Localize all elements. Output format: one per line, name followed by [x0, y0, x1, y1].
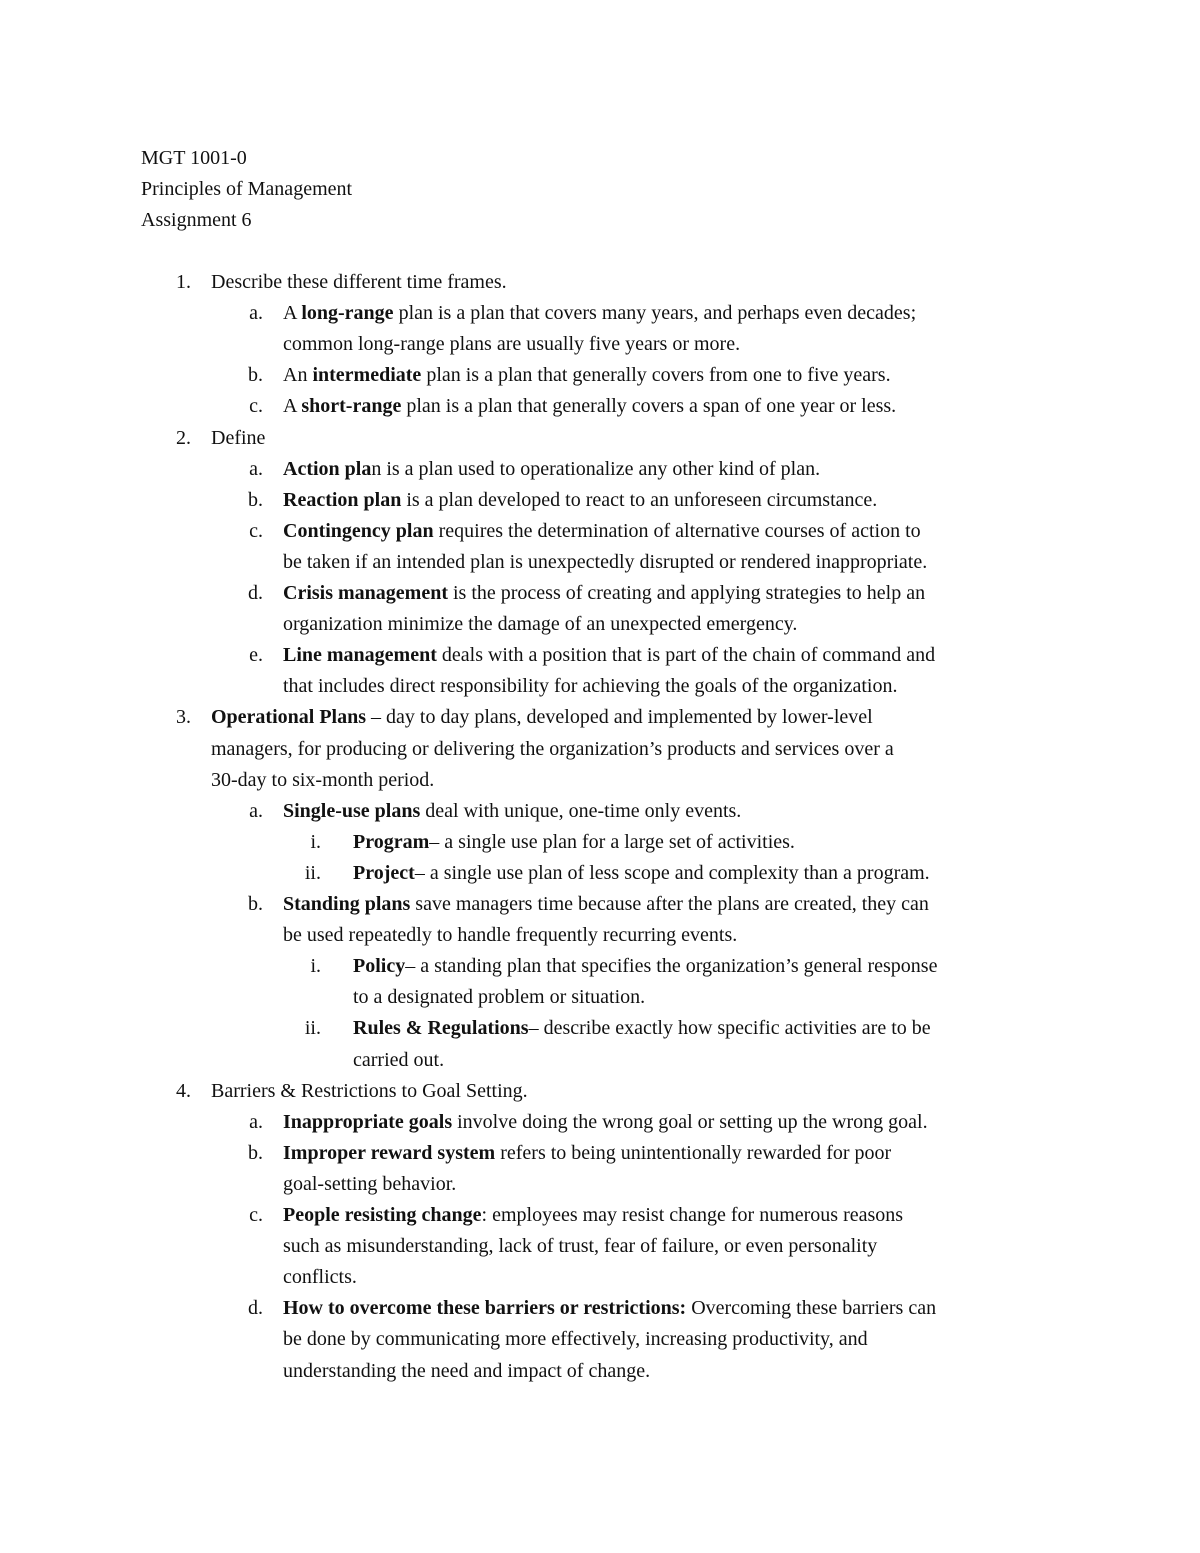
sub-item-text	[283, 457, 820, 481]
text-run: be used repeatedly to handle frequently recurring events.	[283, 924, 738, 946]
text-run: – describe exactly how specific activities are to be	[528, 1017, 931, 1039]
sub-item-text	[283, 643, 935, 667]
text-run: An	[283, 364, 313, 386]
text-run: to a designated problem or situation.	[353, 986, 646, 1008]
text-run: Overcoming these barriers can	[686, 1297, 937, 1319]
sub-item-number: e.	[249, 644, 263, 666]
sub-item-text	[283, 1359, 650, 1383]
sub-item-text	[283, 612, 797, 636]
question-text	[211, 737, 894, 761]
text-run: goal-setting behavior.	[283, 1173, 457, 1195]
bold-term: Crisis management	[283, 582, 448, 604]
sub-item-text	[283, 799, 741, 823]
bold-term: short-range	[301, 395, 402, 417]
sub-sub-item-text	[353, 830, 795, 854]
sub-sub-item-text	[353, 861, 930, 885]
bold-term: Line management	[283, 644, 437, 666]
bold-term: Contingency plan	[283, 520, 434, 542]
text-run: Barriers & Restrictions to Goal Setting.	[211, 1080, 528, 1102]
bold-term: Reaction plan	[283, 489, 402, 511]
text-run: – a single use plan for a large set of activities.	[429, 831, 795, 853]
text-run: requires the determination of alternative courses of action to	[433, 520, 921, 542]
sub-item-number: c.	[249, 520, 263, 542]
text-run: Define	[211, 427, 266, 449]
sub-item-number: b.	[248, 1142, 263, 1164]
course-name: Principles of Management	[141, 178, 353, 200]
sub-item-text	[283, 581, 925, 605]
bold-term: Project	[353, 862, 415, 884]
question-text	[211, 426, 265, 450]
sub-item-text	[283, 1265, 357, 1289]
sub-item-number: c.	[249, 1204, 263, 1226]
question-number: 1.	[176, 271, 191, 293]
bold-term: Policy	[353, 955, 406, 977]
text-run: common long-range plans are usually five years or more.	[283, 333, 741, 355]
bold-term: Rules & Regulations	[353, 1017, 529, 1039]
text-run: be done by communicating more effectively, increasing productivity, and	[283, 1328, 868, 1350]
sub-item-text	[283, 550, 927, 574]
assignment-title: Assignment 6	[141, 209, 252, 231]
sub-item-text	[283, 363, 891, 387]
sub-item-number: b.	[248, 489, 263, 511]
sub-item-text	[283, 301, 916, 325]
text-run: save managers time because after the plans are created, they can	[410, 893, 929, 915]
question-text	[211, 705, 873, 729]
sub-sub-item-number: i.	[310, 831, 321, 853]
question-text	[211, 270, 507, 294]
bold-term: Single-use plans	[283, 800, 421, 822]
sub-sub-item-number: ii.	[304, 862, 321, 884]
text-run: deal with unique, one-time only events.	[420, 800, 742, 822]
text-run: such as misunderstanding, lack of trust, fear of failure, or even personality	[283, 1235, 878, 1257]
bold-term: intermediate	[312, 364, 422, 386]
text-run: understanding the need and impact of change.	[283, 1360, 651, 1382]
bold-term: Program	[353, 831, 430, 853]
sub-sub-item-number: i.	[310, 955, 321, 977]
sub-item-number: a.	[249, 302, 263, 324]
bold-term: Standing plans	[283, 893, 411, 915]
sub-item-text	[283, 923, 737, 947]
course-code: MGT 1001-0	[141, 147, 247, 169]
bold-term: Action pla	[283, 458, 372, 480]
sub-item-text	[283, 1172, 456, 1196]
bold-term: Improper reward system	[283, 1142, 496, 1164]
text-run: that includes direct responsibility for achieving the goals of the organization.	[283, 675, 898, 697]
text-run: A	[283, 302, 302, 324]
text-run: n is a plan used to operationalize any other kind of plan.	[371, 458, 821, 480]
sub-item-number: a.	[249, 800, 263, 822]
text-run: plan is a plan that generally covers from one to five years.	[421, 364, 891, 386]
sub-sub-item-number: ii.	[304, 1017, 321, 1039]
sub-item-text	[283, 892, 929, 916]
text-run: involve doing the wrong goal or setting up the wrong goal.	[452, 1111, 928, 1133]
text-run: deals with a position that is part of the chain of command and	[436, 644, 936, 666]
sub-item-text	[283, 1110, 928, 1134]
sub-sub-item-text	[353, 954, 937, 978]
sub-sub-item-text	[353, 985, 645, 1009]
sub-item-number: a.	[249, 1111, 263, 1133]
text-run: – a single use plan of less scope and complexity than a program.	[414, 862, 930, 884]
sub-item-text	[283, 1296, 936, 1320]
sub-sub-item-text	[353, 1048, 444, 1072]
sub-item-number: d.	[248, 582, 263, 604]
sub-item-text	[283, 1203, 903, 1227]
text-run: is the process of creating and applying strategies to help an	[447, 582, 926, 604]
sub-item-text	[283, 1327, 868, 1351]
question-number: 2.	[176, 427, 191, 449]
sub-item-text	[283, 1234, 877, 1258]
sub-item-text	[283, 332, 740, 356]
bold-term: Inappropriate goals	[283, 1111, 453, 1133]
text-run: plan is a plan that covers many years, and perhaps even decades;	[393, 302, 917, 324]
text-run: be taken if an intended plan is unexpectedly disrupted or rendered inappropriate.	[283, 551, 928, 573]
text-run: conflicts.	[283, 1266, 357, 1288]
sub-item-number: c.	[249, 395, 263, 417]
text-run: 30-day to six-month period.	[211, 769, 435, 791]
text-run: plan is a plan that generally covers a span of one year or less.	[401, 395, 897, 417]
question-number: 3.	[176, 706, 191, 728]
text-run: organization minimize the damage of an unexpected emergency.	[283, 613, 798, 635]
sub-item-text	[283, 394, 896, 418]
text-run: – day to day plans, developed and implemented by lower-level	[366, 706, 873, 728]
sub-item-number: b.	[248, 364, 263, 386]
sub-item-text	[283, 519, 921, 543]
bold-term: How to overcome these barriers or restrictions:	[283, 1297, 687, 1319]
text-run: refers to being unintentionally rewarded for poor	[495, 1142, 892, 1164]
sub-item-number: d.	[248, 1297, 263, 1319]
text-run: Describe these different time frames.	[211, 271, 507, 293]
text-run: carried out.	[353, 1049, 445, 1071]
bold-term: long-range	[301, 302, 394, 324]
sub-item-text	[283, 1141, 891, 1165]
sub-item-number: b.	[248, 893, 263, 915]
sub-sub-item-text	[353, 1016, 931, 1040]
sub-item-text	[283, 674, 897, 698]
text-run: A	[283, 395, 302, 417]
text-run: – a standing plan that specifies the organization’s general response	[405, 955, 938, 977]
text-run: managers, for producing or delivering the organization’s products and services over a	[211, 738, 894, 760]
question-text	[211, 768, 434, 792]
question-number: 4.	[176, 1080, 191, 1102]
question-text	[211, 1079, 528, 1103]
sub-item-number: a.	[249, 458, 263, 480]
bold-term: People resisting change	[283, 1204, 482, 1226]
sub-item-text	[283, 488, 877, 512]
text-run: : employees may resist change for numerous reasons	[481, 1204, 904, 1226]
text-run: is a plan developed to react to an unforeseen circumstance.	[401, 489, 878, 511]
bold-term: Operational Plans	[211, 706, 367, 728]
